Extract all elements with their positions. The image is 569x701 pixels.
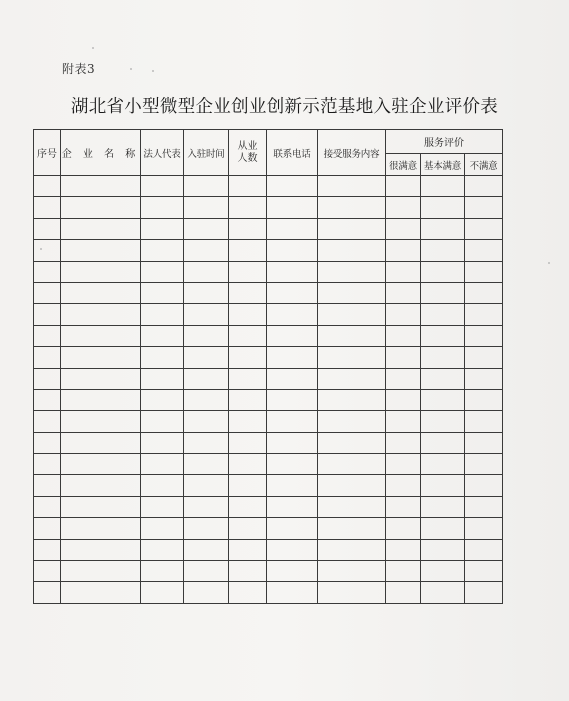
table-cell[interactable] bbox=[318, 539, 386, 560]
table-cell[interactable] bbox=[386, 496, 421, 517]
table-cell[interactable] bbox=[386, 197, 421, 218]
table-cell[interactable] bbox=[267, 389, 318, 410]
table-cell[interactable] bbox=[141, 432, 184, 453]
table-cell[interactable] bbox=[465, 582, 503, 603]
table-cell[interactable] bbox=[141, 518, 184, 539]
table-cell[interactable] bbox=[386, 240, 421, 261]
table-cell[interactable] bbox=[229, 496, 267, 517]
table-cell[interactable] bbox=[184, 240, 229, 261]
table-cell[interactable] bbox=[34, 240, 61, 261]
table-cell[interactable] bbox=[465, 389, 503, 410]
table-row bbox=[34, 261, 503, 282]
table-row bbox=[34, 325, 503, 346]
table-cell[interactable] bbox=[34, 304, 61, 325]
table-cell[interactable] bbox=[267, 496, 318, 517]
table-cell[interactable] bbox=[61, 475, 141, 496]
table-cell[interactable] bbox=[141, 539, 184, 560]
table-cell[interactable] bbox=[61, 454, 141, 475]
col-header-employees bbox=[229, 130, 267, 176]
table-cell[interactable] bbox=[318, 582, 386, 603]
col-header-company-name: 企 业 名 称 bbox=[61, 130, 141, 176]
table-cell[interactable] bbox=[61, 240, 141, 261]
scan-speck bbox=[152, 70, 154, 72]
table-cell[interactable] bbox=[318, 432, 386, 453]
col-header-service-rating: 服务评价 bbox=[386, 130, 503, 154]
table-cell[interactable] bbox=[386, 347, 421, 368]
table-cell[interactable] bbox=[61, 282, 141, 303]
table-row bbox=[34, 368, 503, 389]
table-cell[interactable] bbox=[421, 496, 465, 517]
table-cell[interactable] bbox=[141, 454, 184, 475]
table-cell[interactable] bbox=[318, 282, 386, 303]
table-row bbox=[34, 347, 503, 368]
table-row bbox=[34, 218, 503, 239]
table-cell[interactable] bbox=[465, 454, 503, 475]
table-cell[interactable] bbox=[184, 197, 229, 218]
table-cell[interactable] bbox=[318, 197, 386, 218]
table-cell[interactable] bbox=[465, 475, 503, 496]
table-cell[interactable] bbox=[61, 539, 141, 560]
table-row bbox=[34, 411, 503, 432]
scan-speck bbox=[130, 68, 132, 70]
table-cell[interactable] bbox=[421, 539, 465, 560]
table-cell[interactable] bbox=[267, 325, 318, 346]
table-cell[interactable] bbox=[61, 325, 141, 346]
table-cell[interactable] bbox=[141, 475, 184, 496]
attachment-label: 附表3 bbox=[62, 62, 96, 76]
table-row bbox=[34, 282, 503, 303]
table-cell[interactable] bbox=[318, 347, 386, 368]
table-cell[interactable] bbox=[61, 432, 141, 453]
table-row bbox=[34, 432, 503, 453]
table-cell[interactable] bbox=[141, 261, 184, 282]
table-cell[interactable] bbox=[386, 261, 421, 282]
table-cell[interactable] bbox=[141, 282, 184, 303]
col-header-entry-time: 入驻时间 bbox=[184, 130, 229, 176]
table-cell[interactable] bbox=[421, 240, 465, 261]
table-cell[interactable] bbox=[61, 347, 141, 368]
table-cell[interactable] bbox=[267, 518, 318, 539]
table-cell[interactable] bbox=[34, 347, 61, 368]
table-cell[interactable] bbox=[34, 561, 61, 582]
table-cell[interactable] bbox=[141, 561, 184, 582]
table-cell[interactable] bbox=[61, 518, 141, 539]
table-cell[interactable] bbox=[421, 176, 465, 197]
table-row bbox=[34, 496, 503, 517]
table-cell[interactable] bbox=[421, 304, 465, 325]
table-cell[interactable] bbox=[184, 218, 229, 239]
table-row bbox=[34, 561, 503, 582]
col-header-legal-rep: 法人代表 bbox=[141, 130, 184, 176]
table-cell[interactable] bbox=[229, 347, 267, 368]
table-cell[interactable] bbox=[386, 282, 421, 303]
table-cell[interactable] bbox=[34, 261, 61, 282]
table-cell[interactable] bbox=[34, 518, 61, 539]
table-cell[interactable] bbox=[184, 432, 229, 453]
table-cell[interactable] bbox=[61, 176, 141, 197]
table-cell[interactable] bbox=[421, 518, 465, 539]
table-cell[interactable] bbox=[61, 561, 141, 582]
table-cell[interactable] bbox=[386, 518, 421, 539]
table-cell[interactable] bbox=[141, 389, 184, 410]
table-cell[interactable] bbox=[465, 218, 503, 239]
table-cell[interactable] bbox=[184, 261, 229, 282]
table-cell[interactable] bbox=[184, 561, 229, 582]
table-cell[interactable] bbox=[229, 411, 267, 432]
table-cell[interactable] bbox=[386, 561, 421, 582]
table-cell[interactable] bbox=[318, 496, 386, 517]
table-cell[interactable] bbox=[34, 282, 61, 303]
table-cell[interactable] bbox=[229, 368, 267, 389]
evaluation-table bbox=[33, 129, 503, 604]
table-cell[interactable] bbox=[141, 240, 184, 261]
table-cell[interactable] bbox=[386, 389, 421, 410]
table-row bbox=[34, 389, 503, 410]
table-cell[interactable] bbox=[386, 411, 421, 432]
table-cell[interactable] bbox=[421, 325, 465, 346]
table-cell[interactable] bbox=[141, 582, 184, 603]
table-cell[interactable] bbox=[34, 218, 61, 239]
table-cell[interactable] bbox=[184, 518, 229, 539]
table-cell[interactable] bbox=[267, 347, 318, 368]
table-cell[interactable] bbox=[229, 518, 267, 539]
table-cell[interactable] bbox=[465, 282, 503, 303]
table-cell[interactable] bbox=[184, 325, 229, 346]
table-cell[interactable] bbox=[386, 325, 421, 346]
table-cell[interactable] bbox=[421, 475, 465, 496]
table-cell[interactable] bbox=[465, 432, 503, 453]
table-cell[interactable] bbox=[386, 176, 421, 197]
table-cell[interactable] bbox=[34, 432, 61, 453]
table-cell[interactable] bbox=[229, 454, 267, 475]
col-header-employees-line2: 人数 bbox=[237, 152, 258, 164]
table-cell[interactable] bbox=[184, 304, 229, 325]
scan-speck bbox=[92, 47, 94, 49]
table-cell[interactable] bbox=[229, 282, 267, 303]
table-cell[interactable] bbox=[61, 261, 141, 282]
table-cell[interactable] bbox=[229, 582, 267, 603]
table-cell[interactable] bbox=[318, 304, 386, 325]
table-cell[interactable] bbox=[267, 240, 318, 261]
table-cell[interactable] bbox=[229, 561, 267, 582]
document-title: 湖北省小型微型企业创业创新示范基地入驻企业评价表 bbox=[70, 97, 499, 117]
table-cell[interactable] bbox=[141, 411, 184, 432]
table-cell[interactable] bbox=[229, 389, 267, 410]
table-cell[interactable] bbox=[465, 539, 503, 560]
table-row bbox=[34, 197, 503, 218]
table-cell[interactable] bbox=[34, 539, 61, 560]
table-cell[interactable] bbox=[421, 454, 465, 475]
table-cell[interactable] bbox=[34, 496, 61, 517]
table-cell[interactable] bbox=[267, 218, 318, 239]
scan-speck bbox=[40, 248, 42, 250]
table-cell[interactable] bbox=[421, 368, 465, 389]
col-header-seq: 序号 bbox=[34, 130, 61, 176]
table-cell[interactable] bbox=[465, 518, 503, 539]
table-cell[interactable] bbox=[184, 411, 229, 432]
table-cell[interactable] bbox=[421, 347, 465, 368]
table-cell[interactable] bbox=[267, 475, 318, 496]
table-row bbox=[34, 304, 503, 325]
table-cell[interactable] bbox=[229, 176, 267, 197]
table-cell[interactable] bbox=[421, 582, 465, 603]
table-cell[interactable] bbox=[421, 432, 465, 453]
table-cell[interactable] bbox=[386, 539, 421, 560]
table-row bbox=[34, 240, 503, 261]
table-row bbox=[34, 475, 503, 496]
table-cell[interactable] bbox=[465, 411, 503, 432]
table-cell[interactable] bbox=[61, 218, 141, 239]
table-cell[interactable] bbox=[229, 240, 267, 261]
table-cell[interactable] bbox=[184, 454, 229, 475]
table-cell[interactable] bbox=[61, 496, 141, 517]
table-cell[interactable] bbox=[61, 582, 141, 603]
table-cell[interactable] bbox=[318, 325, 386, 346]
table-cell[interactable] bbox=[34, 454, 61, 475]
table-cell[interactable] bbox=[386, 454, 421, 475]
table-cell[interactable] bbox=[386, 304, 421, 325]
table-cell[interactable] bbox=[318, 561, 386, 582]
table-cell[interactable] bbox=[229, 539, 267, 560]
table-cell[interactable] bbox=[267, 411, 318, 432]
table-cell[interactable] bbox=[184, 539, 229, 560]
table-cell[interactable] bbox=[267, 432, 318, 453]
table-cell[interactable] bbox=[184, 368, 229, 389]
table-body bbox=[34, 176, 503, 604]
table-cell[interactable] bbox=[34, 411, 61, 432]
table-cell[interactable] bbox=[141, 218, 184, 239]
table-cell[interactable] bbox=[34, 389, 61, 410]
table-cell[interactable] bbox=[267, 282, 318, 303]
table-cell[interactable] bbox=[318, 368, 386, 389]
table-cell[interactable] bbox=[61, 197, 141, 218]
col-header-phone: 联系电话 bbox=[267, 130, 318, 176]
table-cell[interactable] bbox=[34, 582, 61, 603]
table-cell[interactable] bbox=[386, 368, 421, 389]
table-cell[interactable] bbox=[229, 304, 267, 325]
table-cell[interactable] bbox=[318, 176, 386, 197]
table-cell[interactable] bbox=[229, 325, 267, 346]
table-row bbox=[34, 518, 503, 539]
table-cell[interactable] bbox=[267, 454, 318, 475]
table-cell[interactable] bbox=[267, 304, 318, 325]
table-cell[interactable] bbox=[141, 325, 184, 346]
table-cell[interactable] bbox=[184, 389, 229, 410]
table-cell[interactable] bbox=[61, 304, 141, 325]
table-row bbox=[34, 539, 503, 560]
table-cell[interactable] bbox=[318, 261, 386, 282]
table-cell[interactable] bbox=[318, 518, 386, 539]
table-cell[interactable] bbox=[267, 561, 318, 582]
table-cell[interactable] bbox=[141, 197, 184, 218]
table-cell[interactable] bbox=[421, 282, 465, 303]
table-cell[interactable] bbox=[229, 197, 267, 218]
table-cell[interactable] bbox=[386, 582, 421, 603]
table-cell[interactable] bbox=[34, 197, 61, 218]
table-cell[interactable] bbox=[141, 347, 184, 368]
table-cell[interactable] bbox=[318, 475, 386, 496]
table-cell[interactable] bbox=[229, 475, 267, 496]
table-cell[interactable] bbox=[465, 304, 503, 325]
table-cell[interactable] bbox=[61, 368, 141, 389]
table-cell[interactable] bbox=[465, 261, 503, 282]
table-cell[interactable] bbox=[267, 539, 318, 560]
table-cell[interactable] bbox=[421, 218, 465, 239]
table-cell[interactable] bbox=[184, 282, 229, 303]
table-cell[interactable] bbox=[184, 582, 229, 603]
table-cell[interactable] bbox=[267, 261, 318, 282]
table-cell[interactable] bbox=[267, 368, 318, 389]
table-cell[interactable] bbox=[184, 176, 229, 197]
table-cell[interactable] bbox=[229, 218, 267, 239]
table-cell[interactable] bbox=[421, 197, 465, 218]
table-cell[interactable] bbox=[184, 475, 229, 496]
table-cell[interactable] bbox=[34, 475, 61, 496]
table-cell[interactable] bbox=[141, 496, 184, 517]
table-cell[interactable] bbox=[465, 176, 503, 197]
table-cell[interactable] bbox=[267, 197, 318, 218]
table-cell[interactable] bbox=[318, 218, 386, 239]
table-cell[interactable] bbox=[386, 475, 421, 496]
table-cell[interactable] bbox=[141, 176, 184, 197]
table-cell[interactable] bbox=[421, 389, 465, 410]
col-header-basically-satisfied: 基本满意 bbox=[421, 154, 465, 176]
table-cell[interactable] bbox=[421, 561, 465, 582]
table-cell[interactable] bbox=[318, 454, 386, 475]
col-header-service-content: 接受服务内容 bbox=[318, 130, 386, 176]
table-cell[interactable] bbox=[465, 496, 503, 517]
table-cell[interactable] bbox=[61, 389, 141, 410]
table-cell[interactable] bbox=[465, 561, 503, 582]
scan-speck bbox=[548, 262, 550, 264]
table-cell[interactable] bbox=[61, 411, 141, 432]
table-cell[interactable] bbox=[421, 261, 465, 282]
table-cell[interactable] bbox=[34, 368, 61, 389]
table-row bbox=[34, 176, 503, 197]
table-cell[interactable] bbox=[184, 496, 229, 517]
table-cell[interactable] bbox=[386, 432, 421, 453]
table-cell[interactable] bbox=[318, 411, 386, 432]
table-cell[interactable] bbox=[141, 304, 184, 325]
table-row bbox=[34, 454, 503, 475]
table-cell[interactable] bbox=[34, 176, 61, 197]
col-header-employees-line1: 从业 bbox=[237, 140, 258, 152]
col-header-not-satisfied: 不满意 bbox=[465, 154, 503, 176]
table-cell[interactable] bbox=[229, 261, 267, 282]
col-header-very-satisfied: 很满意 bbox=[386, 154, 421, 176]
table-cell[interactable] bbox=[34, 325, 61, 346]
table-cell[interactable] bbox=[318, 240, 386, 261]
table-cell[interactable] bbox=[318, 389, 386, 410]
table-cell[interactable] bbox=[141, 368, 184, 389]
table-cell[interactable] bbox=[465, 368, 503, 389]
table-cell[interactable] bbox=[421, 411, 465, 432]
table-cell[interactable] bbox=[465, 325, 503, 346]
table-cell[interactable] bbox=[184, 347, 229, 368]
table-cell[interactable] bbox=[465, 197, 503, 218]
table-cell[interactable] bbox=[465, 347, 503, 368]
table-cell[interactable] bbox=[229, 432, 267, 453]
table-cell[interactable] bbox=[267, 176, 318, 197]
table-cell[interactable] bbox=[386, 218, 421, 239]
table-cell[interactable] bbox=[465, 240, 503, 261]
table-cell[interactable] bbox=[267, 582, 318, 603]
table-row bbox=[34, 582, 503, 603]
